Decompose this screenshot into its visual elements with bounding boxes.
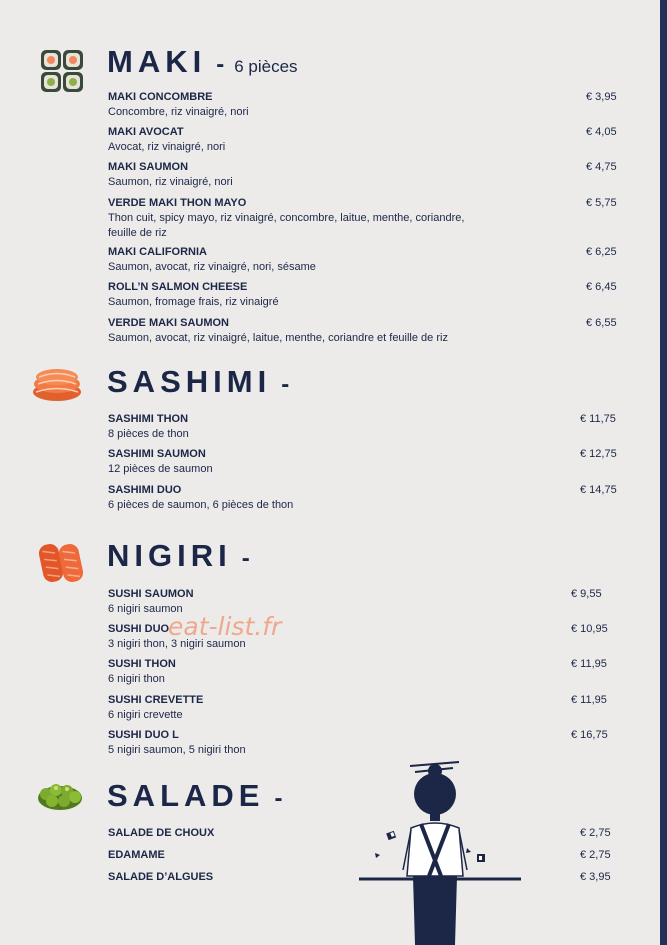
item-name: MAKI CONCOMBRE: [108, 91, 213, 103]
salade-title: SALADE: [107, 778, 265, 813]
item-price: € 11,95: [571, 658, 607, 670]
item-price: € 4,05: [586, 126, 617, 138]
watermark: eat-list.fr: [168, 612, 282, 641]
item-price: € 11,75: [580, 413, 616, 425]
section-title-salade: [107, 778, 282, 814]
item-price: € 3,95: [580, 871, 611, 883]
sashimi-icon: [31, 366, 83, 402]
menu-item: [108, 447, 628, 477]
item-name: MAKI CALIFORNIA: [108, 246, 207, 258]
section-title-sashimi: [107, 364, 289, 400]
menu-item: [108, 125, 628, 155]
menu-item: [108, 280, 628, 310]
item-description: Saumon, riz vinaigré, nori: [108, 176, 233, 188]
item-name: VERDE MAKI SAUMON: [108, 317, 230, 329]
item-price: € 11,95: [571, 694, 607, 706]
sashimi-dash: -: [281, 371, 290, 398]
item-description: Saumon, avocat, riz vinaigré, nori, sésame: [108, 261, 316, 273]
menu-item: [108, 245, 628, 275]
item-description: 6 nigiri saumon: [108, 603, 183, 615]
item-name: SUSHI DUO: [108, 623, 170, 635]
item-description: 6 nigiri thon: [108, 673, 165, 685]
item-price: € 10,95: [571, 623, 608, 635]
menu-item: [108, 316, 628, 346]
item-description: 5 nigiri saumon, 5 nigiri thon: [108, 744, 246, 756]
salade-dash: -: [274, 785, 283, 812]
maki-rolls-icon: [40, 49, 84, 93]
item-description: 12 pièces de saumon: [108, 463, 213, 475]
item-name: SALADE D’ALGUES: [108, 871, 214, 883]
item-name: EDAMAME: [108, 849, 165, 861]
item-price: € 14,75: [580, 484, 617, 496]
item-name: VERDE MAKI THON MAYO: [108, 197, 247, 209]
item-price: € 9,55: [571, 588, 602, 600]
item-description: Avocat, riz vinaigré, nori: [108, 141, 226, 153]
item-price: € 2,75: [580, 849, 611, 861]
item-description: 8 pièces de thon: [108, 428, 189, 440]
item-name: SASHIMI DUO: [108, 484, 182, 496]
item-name: SASHIMI THON: [108, 413, 189, 425]
section-title-maki: [107, 44, 298, 80]
item-name: SUSHI DUO L: [108, 729, 179, 741]
item-price: € 6,55: [586, 317, 617, 329]
nigiri-dash: -: [241, 545, 250, 572]
sushi-chef-illustration: [355, 758, 525, 945]
edamame-icon: [36, 780, 84, 812]
maki-dash: -: [216, 51, 225, 78]
item-description: Saumon, fromage frais, riz vinaigré: [108, 296, 279, 308]
item-name: MAKI SAUMON: [108, 161, 189, 173]
menu-item: [108, 483, 628, 513]
item-price: € 5,75: [586, 197, 617, 209]
item-price: € 3,95: [586, 91, 617, 103]
menu-item: [108, 728, 628, 758]
menu-item: [108, 412, 628, 442]
menu-item: [108, 196, 628, 241]
item-description: Concombre, riz vinaigré, nori: [108, 106, 249, 118]
menu-item: [108, 693, 628, 723]
item-price: € 6,25: [586, 246, 617, 258]
sashimi-title: SASHIMI: [107, 364, 272, 399]
item-description: 6 nigiri crevette: [108, 709, 183, 721]
item-name: MAKI AVOCAT: [108, 126, 184, 138]
item-name: SUSHI THON: [108, 658, 176, 670]
item-name: SUSHI SAUMON: [108, 588, 194, 600]
item-name: SALADE DE CHOUX: [108, 827, 215, 839]
maki-subtitle: 6 pièces: [234, 57, 298, 76]
page-edge: [660, 0, 667, 945]
item-description: Saumon, avocat, riz vinaigré, laitue, menthe, coriandre et feuille de riz: [108, 332, 448, 344]
menu-item: [108, 160, 628, 190]
maki-title: MAKI: [107, 44, 207, 79]
item-price: € 12,75: [580, 448, 617, 460]
item-name: SUSHI CREVETTE: [108, 694, 204, 706]
item-price: € 2,75: [580, 827, 611, 839]
nigiri-title: NIGIRI: [107, 538, 232, 573]
section-title-nigiri: [107, 538, 250, 574]
item-price: € 6,45: [586, 281, 617, 293]
item-description: Thon cuit, spicy mayo, riz vinaigré, concombre, laitue, menthe, coriandre, feuille de riz: [108, 212, 465, 239]
item-price: € 4,75: [586, 161, 617, 173]
item-description: 3 nigiri thon, 3 nigiri saumon: [108, 638, 246, 650]
nigiri-icon: [37, 540, 85, 586]
item-name: SASHIMI SAUMON: [108, 448, 206, 460]
menu-item: [108, 657, 628, 687]
item-price: € 16,75: [571, 729, 608, 741]
menu-item: [108, 90, 628, 120]
item-name: ROLL’N SALMON CHEESE: [108, 281, 248, 293]
item-description: 6 pièces de saumon, 6 pièces de thon: [108, 499, 294, 511]
